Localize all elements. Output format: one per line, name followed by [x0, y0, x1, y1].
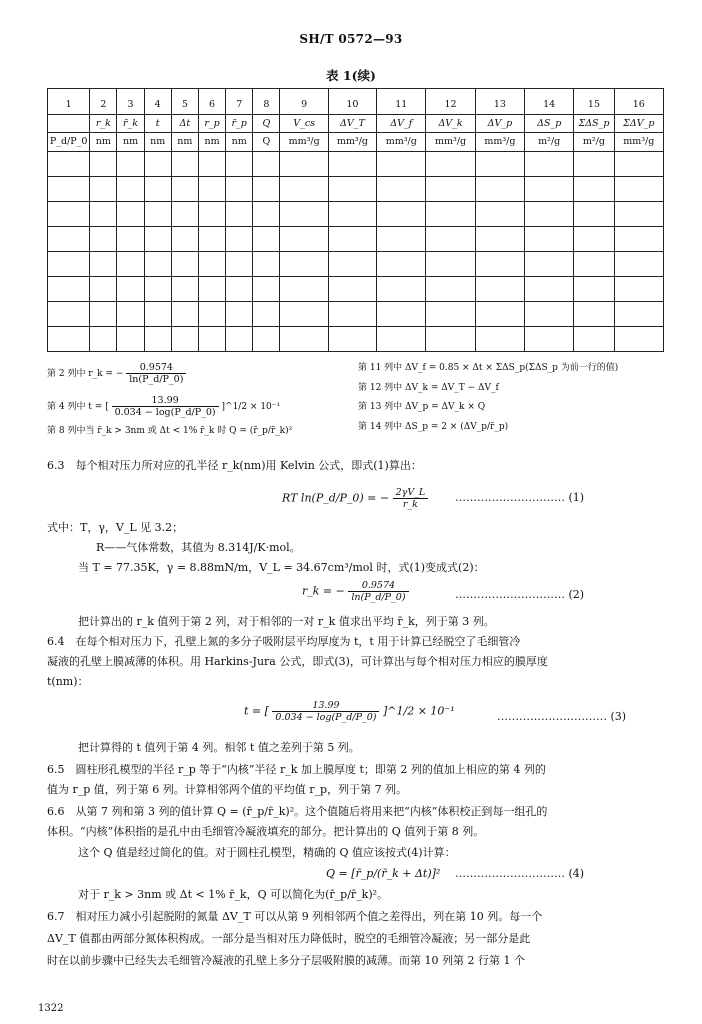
- table-cell: [90, 302, 117, 327]
- table-cell: [90, 152, 117, 177]
- table-cell: [328, 327, 376, 352]
- col-symbols-14: ΔS_p: [525, 115, 574, 133]
- table-cell: [574, 252, 614, 277]
- table-cell: [226, 327, 253, 352]
- table-cell: [525, 302, 574, 327]
- s66-line2: 体积。“内核”体积指的是孔中由毛细管冷凝液填充的部分。把计算出的 Q 值列于第 8 列。: [47, 825, 485, 838]
- col-units-6: nm: [198, 133, 225, 152]
- table-cell: [144, 177, 171, 202]
- table-cell: [48, 152, 90, 177]
- table-cell: [90, 227, 117, 252]
- table-cell: [328, 202, 376, 227]
- table-cell: [328, 177, 376, 202]
- col-symbols-12: ΔV_k: [426, 115, 475, 133]
- table-cell: [280, 252, 328, 277]
- table-cell: [226, 152, 253, 177]
- table-cell: [90, 202, 117, 227]
- s67-line1: 6.7 相对压力减小引起脱附的氮量 ΔV_T 可以从第 9 列相邻两个值之差得出，列在第 10 列。每一个: [47, 910, 543, 923]
- table-cell: [117, 327, 144, 352]
- table-cell: [171, 177, 198, 202]
- col-numbers-16: 16: [614, 89, 663, 115]
- table-cell: [117, 227, 144, 252]
- table-cell: [574, 177, 614, 202]
- col-numbers-4: 4: [144, 89, 171, 115]
- table-cell: [280, 327, 328, 352]
- s66-line4: 对于 r_k > 3nm 或 Δt < 1% r̄_k，Q 可以简化为(r̄_p/r̄_k)²。: [78, 888, 389, 901]
- s64-line2: 凝液的孔壁上膜减薄的体积。用 Harkins-Jura 公式，即式(3)，可计算出与每个相对压力相应的膜厚度: [47, 655, 548, 668]
- col-symbols-13: ΔV_p: [475, 115, 524, 133]
- table-cell: [475, 277, 524, 302]
- table-row: [48, 302, 664, 327]
- col-units-15: m²/g: [574, 133, 614, 152]
- s66-line3: 这个 Q 值是经过简化的值。对于圆柱孔模型，精确的 Q 值应该按式(4)计算：: [78, 846, 456, 859]
- col-units-12: mm³/g: [426, 133, 475, 152]
- table-cell: [198, 227, 225, 252]
- table-cell: [117, 177, 144, 202]
- table-cell: [226, 227, 253, 252]
- table-cell: [48, 177, 90, 202]
- col-units-1: P_d/P_0: [48, 133, 90, 152]
- note-col8: 第 8 列中当 r̄_k > 3nm 或 Δt < 1% r̄_k 时 Q = (r̄_p/r̄_k)²: [47, 426, 293, 436]
- col-units-3: nm: [117, 133, 144, 152]
- col-symbols-6: r_p: [198, 115, 225, 133]
- table-cell: [198, 152, 225, 177]
- s64-put: 把计算得的 t 值列于第 4 列。相邻 t 值之差列于第 5 列。: [78, 741, 360, 754]
- col-numbers-14: 14: [525, 89, 574, 115]
- table-cell: [377, 277, 426, 302]
- table-cell: [253, 152, 280, 177]
- s63-line1: 6.3 每个相对压力所对应的孔半径 r_k(nm)用 Kelvin 公式，即式(1)算出：: [47, 459, 422, 472]
- col-numbers-2: 2: [90, 89, 117, 115]
- table-cell: [144, 202, 171, 227]
- standard-code-header: SH/T 0572—93: [299, 32, 403, 46]
- table-cell: [198, 177, 225, 202]
- col-symbols-7: r̄_p: [226, 115, 253, 133]
- table-cell: [280, 227, 328, 252]
- table-cell: [253, 302, 280, 327]
- table-cell: [280, 202, 328, 227]
- table-cell: [377, 227, 426, 252]
- table-cell: [614, 227, 663, 252]
- table-cell: [117, 152, 144, 177]
- table-cell: [198, 202, 225, 227]
- table-cell: [253, 202, 280, 227]
- table-cell: [48, 277, 90, 302]
- col-units-9: mm³/g: [280, 133, 328, 152]
- table-cell: [226, 177, 253, 202]
- table-cell: [475, 177, 524, 202]
- table-cell: [198, 252, 225, 277]
- table-cell: [614, 277, 663, 302]
- s63-R: R——气体常数，其值为 8.314J/K·mol。: [96, 541, 301, 554]
- table-cell: [525, 152, 574, 177]
- table-cell: [144, 152, 171, 177]
- table-cell: [144, 252, 171, 277]
- col-numbers-12: 12: [426, 89, 475, 115]
- table-header-numbers: [48, 89, 664, 115]
- table-cell: [144, 227, 171, 252]
- s64-line3: t(nm)：: [47, 675, 89, 688]
- table-cell: [253, 277, 280, 302]
- table-cell: [280, 277, 328, 302]
- table-cell: [574, 227, 614, 252]
- col-units-2: nm: [90, 133, 117, 152]
- col-symbols-10: ΔV_T: [328, 115, 376, 133]
- col-units-7: nm: [226, 133, 253, 152]
- table-cell: [280, 302, 328, 327]
- col-numbers-11: 11: [377, 89, 426, 115]
- col-units-5: nm: [171, 133, 198, 152]
- table-cell: [144, 277, 171, 302]
- equation-1-number: ………………………… (1): [455, 491, 585, 504]
- table-cell: [475, 202, 524, 227]
- col-units-8: Q: [253, 133, 280, 152]
- table-cell: [525, 177, 574, 202]
- table-cell: [475, 252, 524, 277]
- table-cell: [48, 252, 90, 277]
- table-cell: [253, 177, 280, 202]
- col-symbols-15: ΣΔS_p: [574, 115, 614, 133]
- table-row: [48, 327, 664, 352]
- table-cell: [117, 302, 144, 327]
- table-cell: [426, 327, 475, 352]
- table-cell: [226, 252, 253, 277]
- col-units-4: nm: [144, 133, 171, 152]
- table-cell: [117, 277, 144, 302]
- table-cell: [377, 252, 426, 277]
- equation-2-number: ………………………… (2): [455, 588, 585, 601]
- table-cell: [253, 327, 280, 352]
- table-cell: [614, 302, 663, 327]
- table-cell: [328, 277, 376, 302]
- table-cell: [614, 252, 663, 277]
- table-cell: [198, 327, 225, 352]
- equation-2: r_k = − $\frac{0.9574}{\ln(P\_d/P\_0)}$: [302, 580, 409, 603]
- table-cell: [377, 177, 426, 202]
- table-cell: [48, 227, 90, 252]
- table-cell: [171, 252, 198, 277]
- col-numbers-8: 8: [253, 89, 280, 115]
- table-cell: [328, 252, 376, 277]
- table-cell: [614, 202, 663, 227]
- page-number: 1322: [38, 1003, 64, 1014]
- data-table: [47, 88, 664, 352]
- s64-line1: 6.4 在每个相对压力下，孔壁上氮的多分子吸附层平均厚度为 t，t 用于计算已经脱空了毛细管冷: [47, 635, 521, 648]
- col-numbers-5: 5: [171, 89, 198, 115]
- table-header-units: [48, 133, 664, 152]
- col-units-16: mm³/g: [614, 133, 663, 152]
- s67-line3: 时在以前步骤中已经失去毛细管冷凝液的孔壁上多分子层吸附膜的减薄。而第 10 列第 2 行第 1 个: [47, 954, 525, 967]
- table-cell: [48, 327, 90, 352]
- col-symbols-16: ΣΔV_p: [614, 115, 663, 133]
- note-col13: 第 13 列中 ΔV_p = ΔV_k × Q: [358, 402, 486, 412]
- table-cell: [525, 202, 574, 227]
- table-cell: [377, 152, 426, 177]
- s63-when: 当 T = 77.35K，γ = 8.88mN/m，V_L = 34.67cm³/mol 时，式(1)变成式(2)：: [78, 561, 485, 574]
- table-cell: [475, 302, 524, 327]
- col-symbols-11: ΔV_f: [377, 115, 426, 133]
- col-symbols-8: Q: [253, 115, 280, 133]
- table-cell: [90, 252, 117, 277]
- table-cell: [171, 152, 198, 177]
- table-cell: [426, 152, 475, 177]
- table-cell: [48, 202, 90, 227]
- table-cell: [90, 327, 117, 352]
- col-symbols-4: t: [144, 115, 171, 133]
- table-cell: [144, 302, 171, 327]
- table-cell: [117, 202, 144, 227]
- table-row: [48, 227, 664, 252]
- table-cell: [198, 277, 225, 302]
- table-cell: [117, 252, 144, 277]
- col-symbols-1: [48, 115, 90, 133]
- table-cell: [226, 277, 253, 302]
- table-row: [48, 177, 664, 202]
- table-row: [48, 252, 664, 277]
- s67-line2: ΔV_T 值都由两部分氮体积构成。一部分是当相对压力降低时，脱空的毛细管冷凝液；另一部分是此: [47, 932, 531, 945]
- table-cell: [475, 227, 524, 252]
- note-col14: 第 14 列中 ΔS_p = 2 × (ΔV_p/r̄_p): [358, 422, 509, 432]
- col-units-14: m²/g: [525, 133, 574, 152]
- table-cell: [280, 152, 328, 177]
- table-cell: [525, 277, 574, 302]
- note-col2: 第 2 列中 r_k = − $\frac{0.9574}{\ln(P\_d/P\_0)}$: [47, 362, 186, 385]
- table-cell: [90, 277, 117, 302]
- table-cell: [574, 327, 614, 352]
- table-cell: [574, 152, 614, 177]
- col-numbers-15: 15: [574, 89, 614, 115]
- s66-line1: 6.6 从第 7 列和第 3 列的值计算 Q = (r̄_p/r̄_k)²。这个值随后将用来把“内核”体积校正到每一组孔的: [47, 805, 548, 818]
- table-cell: [253, 227, 280, 252]
- table-cell: [253, 252, 280, 277]
- col-symbols-3: r̄_k: [117, 115, 144, 133]
- col-numbers-3: 3: [117, 89, 144, 115]
- col-units-13: mm³/g: [475, 133, 524, 152]
- equation-4: Q = [r̄_p/(r̄_k + Δt)]²: [326, 867, 441, 880]
- col-symbols-9: V_cs: [280, 115, 328, 133]
- table-cell: [574, 302, 614, 327]
- table-cell: [226, 202, 253, 227]
- equation-3-number: ………………………… (3): [497, 710, 627, 723]
- table-cell: [90, 177, 117, 202]
- table-cell: [426, 202, 475, 227]
- table-cell: [426, 302, 475, 327]
- table-cell: [377, 202, 426, 227]
- col-units-11: mm³/g: [377, 133, 426, 152]
- table-cell: [426, 177, 475, 202]
- table-row: [48, 152, 664, 177]
- col-units-10: mm³/g: [328, 133, 376, 152]
- col-symbols-5: Δt: [171, 115, 198, 133]
- table-header-symbols: [48, 115, 664, 133]
- table-cell: [614, 177, 663, 202]
- s63-where: 式中：T，γ，V_L 见 3.2；: [47, 521, 184, 534]
- table-cell: [525, 327, 574, 352]
- col-numbers-13: 13: [475, 89, 524, 115]
- table-cell: [171, 227, 198, 252]
- table-cell: [574, 202, 614, 227]
- s65-line1: 6.5 圆柱形孔模型的半径 r_p 等于“内核”半径 r_k 加上膜厚度 t；即第 2 列的值加上相应的第 4 列的: [47, 763, 546, 776]
- s63-put: 把计算出的 r_k 值列于第 2 列，对于相邻的一对 r_k 值求出平均 r̄_k，列于第 3 列。: [78, 615, 495, 628]
- note-col11: 第 11 列中 ΔV_f = 0.85 × Δt × ΣΔS_p(ΣΔS_p 为前一行的值): [358, 363, 619, 373]
- col-numbers-7: 7: [226, 89, 253, 115]
- table-cell: [377, 327, 426, 352]
- table-cell: [171, 327, 198, 352]
- table-cell: [614, 152, 663, 177]
- s65-line2: 值为 r_p 值，列于第 6 列。计算相邻两个值的平均值 r_p，列于第 7 列。: [47, 783, 408, 796]
- table-cell: [171, 302, 198, 327]
- equation-4-number: ………………………… (4): [455, 867, 585, 880]
- table-cell: [328, 227, 376, 252]
- table-cell: [171, 202, 198, 227]
- table-cell: [48, 302, 90, 327]
- col-numbers-1: 1: [48, 89, 90, 115]
- table-cell: [280, 177, 328, 202]
- table-cell: [144, 327, 171, 352]
- table-cell: [614, 327, 663, 352]
- table-cell: [171, 277, 198, 302]
- note-col4: 第 4 列中 t = [ $\frac{13.99}{0.034 - \log(P\_d/P\_0)}$ ]^1/2 × 10⁻¹: [47, 395, 281, 418]
- table-caption: 表 1(续): [326, 68, 376, 83]
- equation-1: RT ln(P_d/P_0) = − $\frac{2\gamma V\_L}{r\_k}$: [282, 487, 428, 510]
- table-row: [48, 202, 664, 227]
- table-cell: [525, 227, 574, 252]
- col-symbols-2: r_k: [90, 115, 117, 133]
- table-cell: [475, 152, 524, 177]
- table-cell: [328, 152, 376, 177]
- table-cell: [377, 302, 426, 327]
- note-col12: 第 12 列中 ΔV_k = ΔV_T − ΔV_f: [358, 383, 499, 393]
- table-cell: [525, 252, 574, 277]
- col-numbers-9: 9: [280, 89, 328, 115]
- table-cell: [426, 277, 475, 302]
- table-cell: [475, 327, 524, 352]
- table-cell: [426, 252, 475, 277]
- table-cell: [426, 227, 475, 252]
- table-row: [48, 277, 664, 302]
- table-cell: [574, 277, 614, 302]
- col-numbers-10: 10: [328, 89, 376, 115]
- table-cell: [226, 302, 253, 327]
- col-numbers-6: 6: [198, 89, 225, 115]
- table-body: [48, 152, 664, 352]
- equation-3: t = [ $\frac{13.99}{0.034 - \log(P\_d/P\_0)}$ ]^1/2 × 10⁻¹: [244, 700, 455, 723]
- table-cell: [328, 302, 376, 327]
- table-cell: [198, 302, 225, 327]
